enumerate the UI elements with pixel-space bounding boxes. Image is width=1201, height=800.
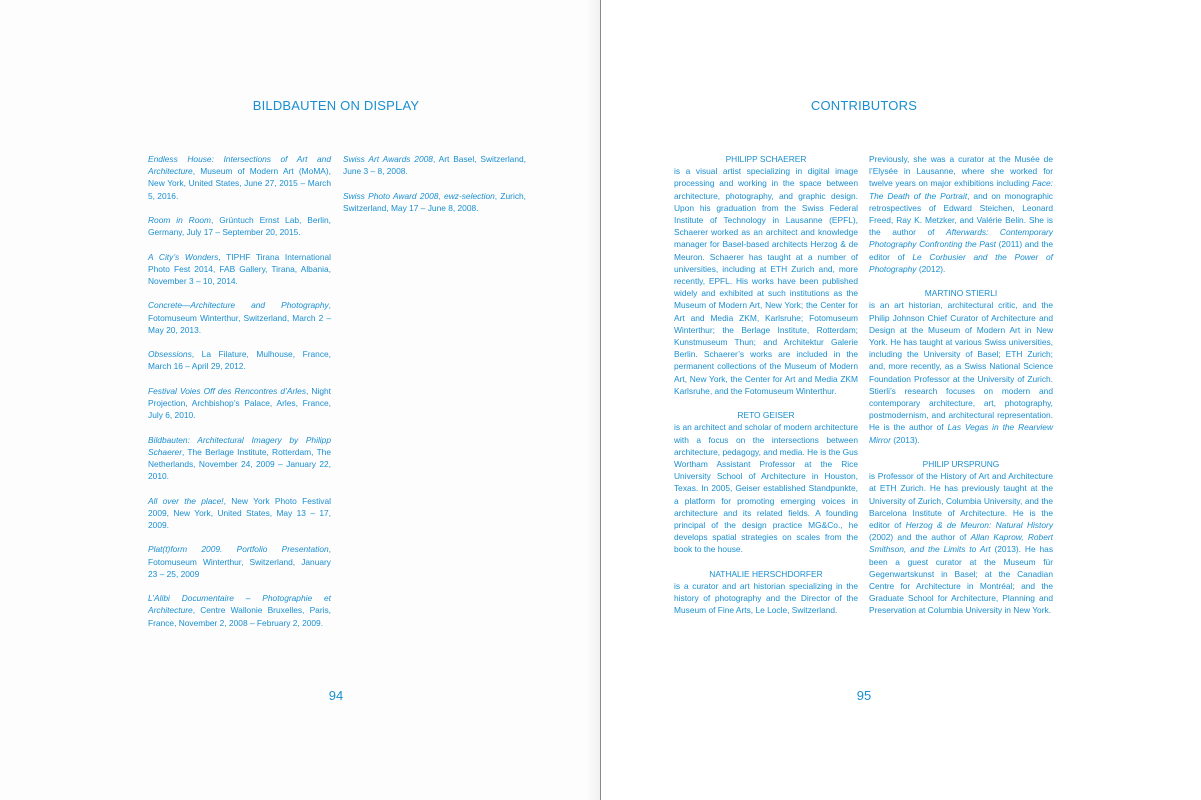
contributor-herschdorfer-continued: Previously, she was a curator at the Musée de l’Elysée in Lausanne, where she worked for twelve years on major exhibitions including Face: The Death of the Portrait, and on monographic retrospectives of Edward Steichen, Leonard Freed, Ray K. Metzker, and Valérie Belin. She is the author of Afterwards: Contemporary Photography Confronting the Past (2011) and the editor of Le Corbusier and the Power of Photography (2012). (869, 154, 1053, 274)
book-title: Herzog & de Meuron: Natural History (905, 520, 1054, 531)
exhibition-details: , Night Projection, Archbishop’s Palace, Arles, France, July 6, 2010. (148, 385, 331, 421)
exhibition-entry (343, 190, 526, 214)
left-page-heading: BILDBAUTEN ON DISPLAY (252, 98, 420, 113)
exhibition-entry (148, 434, 331, 483)
exhibition-title: Concrete—Architecture and Photography (148, 300, 329, 311)
exhibition-entry (343, 153, 526, 177)
exhibition-entry (148, 592, 331, 629)
exhibition-details: , The Berlage Institute, Rotterdam, The Netherlands, November 24, 2009 – January 22, 2010. (148, 446, 331, 482)
exhibitions-column-2 (343, 153, 526, 226)
exhibition-title: Swiss Art Awards 2008 (343, 154, 433, 164)
exhibition-title: L’Alibi Documentaire – Photographie et Architecture (148, 593, 331, 616)
contributors-column-1 (674, 153, 858, 629)
right-page-number: 95 (856, 688, 872, 703)
book-title: Las Vegas in the Rearview Mirror (869, 422, 1053, 445)
exhibition-title: Endless House: Intersections of Art and Architecture (148, 154, 331, 177)
exhibition-entry (148, 153, 331, 202)
exhibition-title: Plat(t)form 2009. Portfolio Presentation (148, 544, 329, 555)
left-page (0, 0, 600, 800)
exhibition-title: All over the place! (148, 495, 224, 506)
exhibition-entry (148, 214, 331, 238)
contributor-bio: is Professor of the History of Art and Architecture at ETH Zurich. He has previously taught at the University of Zurich, Columbia University, and the Barcelona Institute of Architecture. He is the editor of Herzog & de Meuron: Natural History (2002) and the author of Allan Kaprow, Robert Smithson, and the Limits to Art (2013). He has been a guest curator at the Museum für Gegenwartskunst in Basel; at the Canadian Centre for Architecture in Montréal; and the Graduate School for Architecture, Planning and Preservation at Columbia University in New York. (869, 471, 1054, 616)
contributor-name: PHILIP URSPRUNG (922, 459, 1000, 470)
exhibition-details: , Grüntuch Ernst Lab, Berlin, Germany, July 17 – September 20, 2015. (148, 215, 331, 238)
contributor-geiser (674, 409, 858, 555)
contributor-bio: is a curator and art historian specializing in the history of photography and the Director of the Museum of Fine Arts, Le Locle, Switzerland. (674, 581, 858, 616)
contributor-name: RETO GEISER (737, 410, 795, 421)
exhibition-entry (148, 495, 331, 532)
contributor-stierli (869, 287, 1053, 446)
exhibition-entry (148, 348, 331, 372)
exhibition-details: , Zurich, Switzerland, May 17 – June 8, 2008. (343, 190, 526, 213)
book-title: Allan Kaprow, Robert Smithson, and the Limits to Art (869, 532, 1053, 555)
exhibition-title: Festival Voies Off des Rencontres d’Arles (148, 385, 307, 396)
book-title: Le Corbusier and the Power of Photography (869, 251, 1053, 274)
exhibition-details: , La Filature, Mulhouse, France, March 16 – April 29, 2012. (148, 349, 331, 372)
exhibition-entry (148, 543, 331, 580)
exhibition-title: Bildbauten: Architectural Imagery by Philipp Schaerer (148, 434, 331, 457)
contributor-name: PHILIPP SCHAERER (725, 154, 807, 164)
exhibition-entry (148, 299, 331, 336)
exhibition-entry (148, 385, 331, 422)
contributor-ursprung (869, 458, 1053, 617)
exhibition-details: , Museum of Modern Art (MoMA), New York, United States, June 27, 2015 – March 5, 2016. (148, 166, 331, 201)
contributor-bio: is an art historian, architectural critic, and the Philip Johnson Chief Curator of Architecture and Design at the Museum of Modern Art in New York. He has taught at various Swiss universities, including the University of Basel; ETH Zurich; and, more recently, as a Swiss National Science Foundation Professor at the University of Zurich. Stierli’s research focuses on modern and contemporary architecture, art, photography, postmodernism, and architectural representation. He is the author of Las Vegas in the Rearview Mirror (2013). (869, 300, 1053, 445)
contributor-herschdorfer (674, 568, 858, 617)
contributor-bio: is a visual artist specializing in digital image processing and working in the space between architecture, photography, and graphic design. Upon his graduation from the Swiss Federal Institute of Technology in Lausanne (EPFL), Schaerer worked as an architect and knowledge manager for Basel-based architects Herzog & de Meuron. Schaerer has taught at a number of universities, including at ETH Zurich and, more recently, EPFL. His works have been published widely and exhibited at such institutions as the Museum of Modern Art, New York; the Center for Art and Media ZKM, Karlsruhe; Fotomuseum Winterthur; the Berlage Institute, Rotterdam; Kunstmuseum Thun; and Architektur Galerie Berlin. Schaerer’s works are included in the permanent collections of the Museum of Modern Art, New York, the Center for Art and Media ZKM Karlsruhe, and the Fotomuseum Winterthur. (674, 166, 858, 396)
exhibition-title: Swiss Photo Award 2008, ewz-selection (343, 190, 495, 201)
exhibition-details: , New York Photo Festival 2009, New York, United States, May 13 – 17, 2009. (148, 495, 331, 530)
exhibition-entry (148, 251, 331, 288)
exhibition-details: , Art Basel, Switzerland, June 3 – 8, 2008. (343, 154, 526, 177)
exhibitions-column-1 (148, 153, 331, 641)
contributor-schaerer (674, 153, 858, 397)
exhibition-title: Room in Room (148, 215, 212, 225)
gutter-shadow (586, 0, 600, 800)
exhibition-details: , Fotomuseum Winterthur, Switzerland, January 23 – 25, 2009 (148, 544, 331, 579)
book-title: Afterwards: Contemporary Photography Confronting the Past (869, 227, 1053, 250)
exhibition-title: Obsessions (148, 349, 192, 360)
left-page-number: 94 (328, 688, 344, 703)
exhibition-details: , Centre Wallonie Bruxelles, Paris, France, November 2, 2008 – February 2, 2009. (148, 605, 331, 628)
exhibition-title: A City’s Wonders (148, 251, 219, 262)
contributors-column-2 (869, 153, 1053, 629)
right-page-heading: CONTRIBUTORS (810, 98, 918, 113)
contributor-name: NATHALIE HERSCHDORFER (709, 568, 823, 579)
contributor-bio: is an architect and scholar of modern architecture with a focus on the intersections between architecture, pedagogy, and media. He is the Gus Wortham Assistant Professor at the Rice University School of Architecture in Houston, Texas. In 2005, Geiser established Standpunkte, a platform for promoting emerging voices in architecture and its related fields. A founding principal of the design practice MG&Co., he develops spatial strategies on scales from the book to the house. (674, 422, 858, 555)
contributor-name: MARTINO STIERLI (924, 288, 998, 299)
exhibition-details: , Fotomuseum Winterthur, Switzerland, March 2 – May 20, 2013. (148, 300, 331, 335)
right-page (601, 0, 1201, 800)
book-title: Face: The Death of the Portrait (869, 178, 1053, 201)
exhibition-details: , TIPHF Tirana International Photo Fest 2014, FAB Gallery, Tirana, Albania, November 3 – 10, 2014. (148, 251, 331, 286)
